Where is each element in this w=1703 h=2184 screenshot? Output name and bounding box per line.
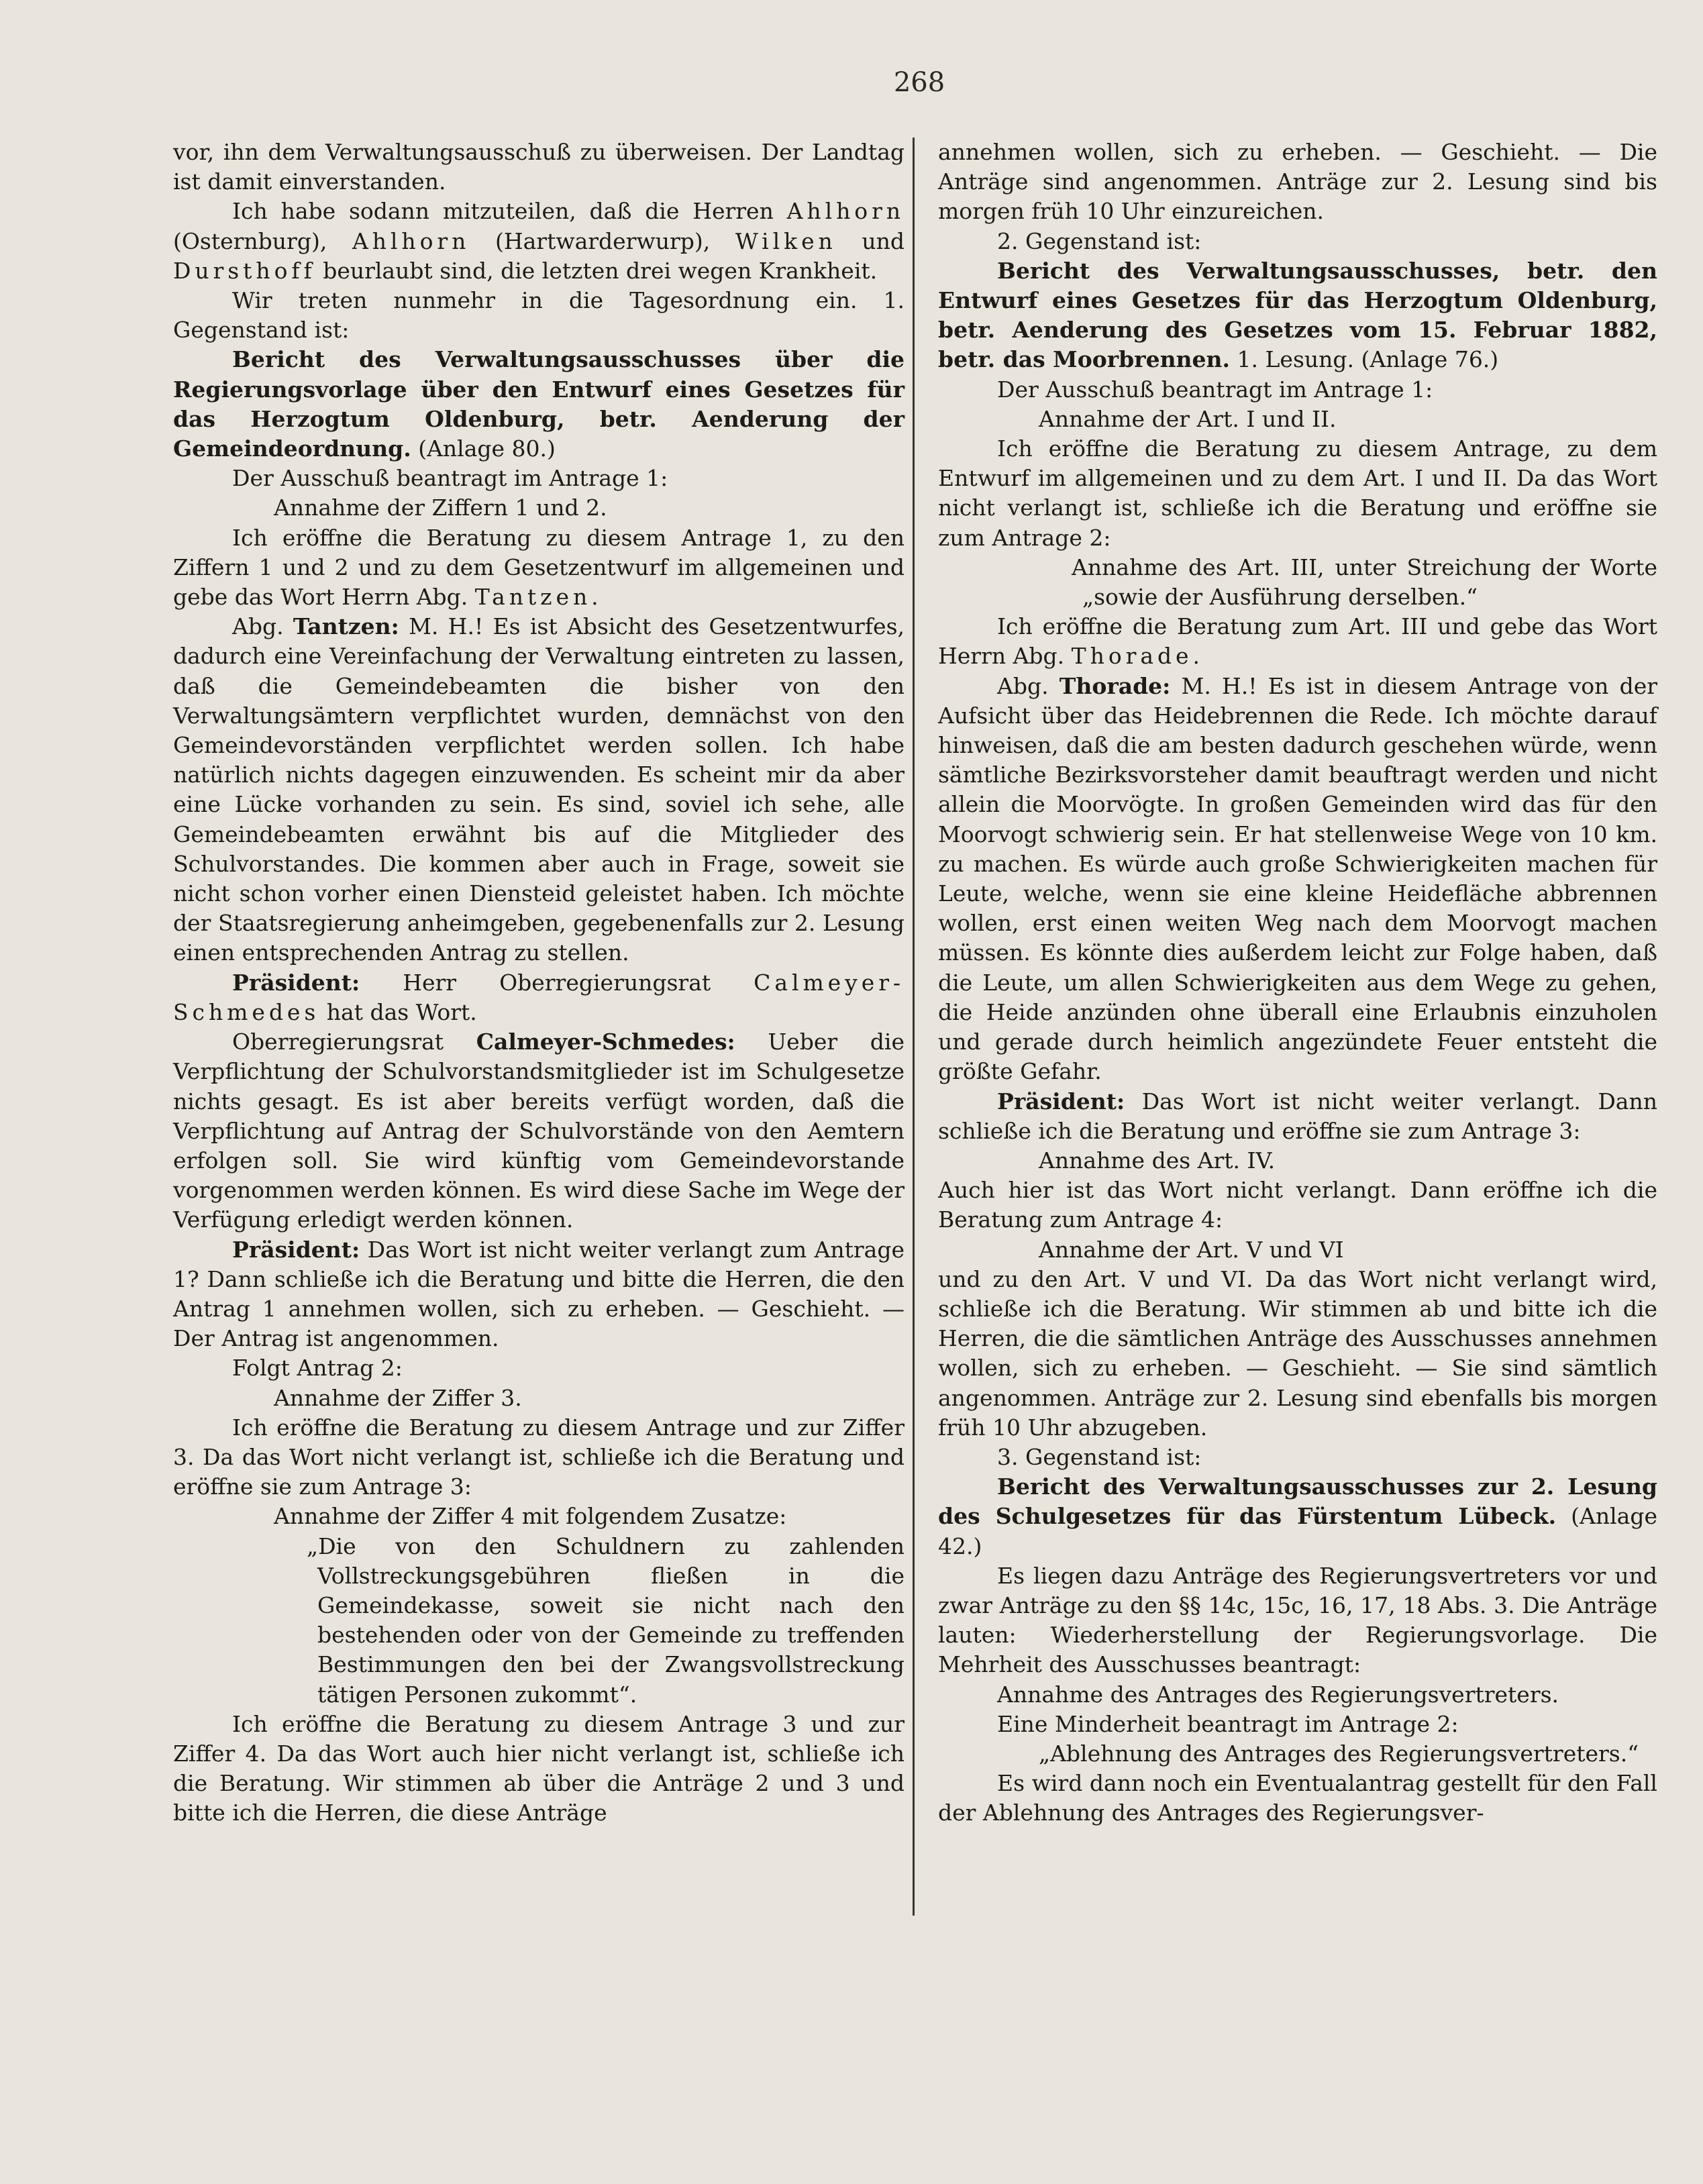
agenda-item xyxy=(938,256,1657,375)
speech xyxy=(173,1027,905,1235)
person-name: Ahlhorn xyxy=(352,227,470,254)
text: (Anlage 80.) xyxy=(411,435,556,462)
person-name: Thorade xyxy=(1071,643,1193,670)
quoted-amendment: „Die von den Schuldnern zu zahlenden Vollstreckungsgebühren fließen in die Gemeindekasse, soweit sie nicht nach den bestehenden oder von der Gemeinde zu treffenden Bestimmungen den bei der Zwangsvollstreckung tätigen Personen zukommt“. xyxy=(307,1532,905,1708)
motion-text: Annahme des Art. IV. xyxy=(1039,1147,1276,1174)
paragraph: Es liegen dazu Anträge des Regierungsvertreters vor und zwar Anträge zu den §§ 14c, 15c, 16, 17, 18 Abs. 3. Die Anträge lauten: Wiederherstellung der Regierungsvorlage. Die Mehrheit des Ausschusses beantragt: xyxy=(938,1562,1657,1678)
speech xyxy=(173,1235,905,1354)
speaker-name: Thorade: xyxy=(1059,672,1171,699)
paragraph: annehmen wollen, sich zu erheben. — Geschieht. — Die Anträge sind angenommen. Anträge zur 2. Lesung sind bis morgen früh 10 Uhr einzureichen. xyxy=(938,139,1657,225)
paragraph xyxy=(938,612,1657,671)
motion-text: Annahme der Art. V und VI xyxy=(1039,1236,1344,1263)
paragraph: Wir treten nunmehr in die Tagesordnung ein. 1. Gegenstand ist: xyxy=(173,287,905,344)
paragraph: Es wird dann noch ein Eventualantrag gestellt für den Fall der Ablehnung des Antrages des Regierungsver- xyxy=(938,1770,1657,1826)
text: . xyxy=(1192,643,1200,670)
motion-text: Annahme der Ziffer 3. xyxy=(274,1384,522,1411)
paragraph: Ich eröffne die Beratung zu diesem Antrage, zu dem Entwurf im allgemeinen und zu dem Art. I und II. Da das Wort nicht verlangt ist, schließe ich die Beratung und eröffne sie zum Antrage 2: xyxy=(938,435,1657,551)
motion-text: Annahme der Ziffern 1 und 2. xyxy=(274,495,607,521)
speech-text: Das Wort ist nicht weiter verlangt. Dann schließe ich die Beratung und eröffne sie zum Antrage 3: xyxy=(938,1088,1657,1144)
person-name: Calmeyer-Schmedes xyxy=(173,969,905,1025)
speech-text: Ueber die Verpflichtung der Schulvorstandsmitglieder ist im Schulgesetze nichts gesagt. Es ist aber bereits verfügt worden, daß die Verpflichtung auf Antrag der Schulvorstände von den Aemtern erfolgen soll. Sie wird künftig vom Gemeindevorstande vorgenommen werden können. Es wird diese Sache im Wege der Verfügung erledigt werden können. xyxy=(173,1029,905,1233)
speaker-name: Präsident: xyxy=(232,1236,360,1263)
agenda-title: Bericht des Verwaltungsausschusses, betr. den Entwurf eines Gesetzes für das Herzogtum Oldenburg, betr. Aenderung des Gesetzes vom 15. Februar 1882, betr. das Moorbrennen. xyxy=(938,257,1657,373)
text: Herr Oberregierungsrat xyxy=(360,969,754,996)
agenda-title: Bericht des Verwaltungsausschusses zur 2. Lesung des Schulgesetzes für das Fürstentum Lübeck. xyxy=(938,1473,1657,1530)
text: (Hartwarderwurp), xyxy=(470,227,735,254)
motion-text: „Ablehnung des Antrages des Regierungsvertreters.“ xyxy=(1039,1740,1639,1767)
column-divider xyxy=(913,138,915,1916)
person-name: Dursthoff xyxy=(173,257,316,284)
motion-text: Annahme der Art. I und II. xyxy=(1039,405,1337,432)
speaker-name: Präsident: xyxy=(997,1088,1125,1114)
paragraph: Der Ausschuß beantragt im Antrage 1: xyxy=(997,376,1433,403)
text: beurlaubt sind, die letzten drei wegen Krankheit. xyxy=(315,257,878,284)
text: Ich habe sodann mitzuteilen, daß die Herren xyxy=(232,198,787,225)
agenda-item xyxy=(173,345,905,464)
motion-text: Annahme des Art. III, unter Streichung der Worte „sowie der Ausführung derselben.“ xyxy=(1072,554,1657,611)
person-name: Wilken xyxy=(735,227,837,254)
paragraph: vor, ihn dem Verwaltungsausschuß zu überweisen. Der Landtag ist damit einverstanden. xyxy=(173,139,905,195)
paragraph xyxy=(173,197,905,286)
text: Ich eröffne die Beratung zu diesem Antrage 1, zu den Ziffern 1 und 2 und zu dem Gesetzentwurf im allgemeinen und gebe das Wort Herrn Abg. xyxy=(173,524,905,611)
speaker-name: Tantzen: xyxy=(293,613,399,640)
text: und xyxy=(836,227,905,254)
text: Oberregierungsrat xyxy=(232,1029,476,1055)
text: Abg. xyxy=(232,613,293,640)
text: hat das Wort. xyxy=(319,998,477,1025)
paragraph: Eine Minderheit beantragt im Antrage 2: xyxy=(997,1710,1459,1737)
right-column xyxy=(938,138,1657,1828)
page-number: 268 xyxy=(893,67,945,98)
speech xyxy=(173,612,905,968)
paragraph: und zu den Art. V und VI. Da das Wort nicht verlangt wird, schließe ich die Beratung. Wir stimmen ab und bitte ich die Herren, die die sämtlichen Anträge des Ausschusses annehmen wollen, sich zu erheben. — Geschieht. — Sie sind sämtlich angenommen. Anträge zur 2. Lesung sind ebenfalls bis morgen früh 10 Uhr abzugeben. xyxy=(938,1265,1657,1441)
text: Ich eröffne die Beratung zum Art. III und gebe das Wort Herrn Abg. xyxy=(938,613,1657,670)
text: . xyxy=(591,584,599,611)
person-name: Tantzen xyxy=(474,584,592,611)
speech-text: M. H.! Es ist Absicht des Gesetzentwurfes, dadurch eine Vereinfachung der Verwaltung eintreten zu lassen, daß die Gemeindebeamten die bisher von den Verwaltungsämtern verpflichtet wurden, demnächst von den Gemeindevorständen verpflichtet werden sollen. Ich habe natürlich nichts dagegen einzuwenden. Es scheint mir da aber eine Lücke vorhanden zu sein. Es sind, soviel ich sehe, alle Gemeindebeamten erwähnt bis auf die Mitglieder des Schulvorstandes. Die kommen aber auch in Frage, soweit sie nicht schon vorher einen Diensteid geleistet haben. Ich möchte der Staatsregierung anheimgeben, gegebenenfalls zur 2. Lesung einen entsprechenden Antrag zu stellen. xyxy=(173,613,905,966)
paragraph xyxy=(173,523,905,613)
paragraph: Der Ausschuß beantragt im Antrage 1: xyxy=(232,465,668,492)
speech-text: Das Wort ist nicht weiter verlangt zum Antrage 1? Dann schließe ich die Beratung und bitte die Herren, die den Antrag 1 annehmen wollen, sich zu erheben. — Geschieht. — Der Antrag ist angenommen. xyxy=(173,1236,905,1352)
speech-text: M. H.! Es ist in diesem Antrage von der Aufsicht über das Heidebrennen die Rede. Ich möchte darauf hinweisen, daß die am besten dadurch geschehen würde, wenn sämtliche Bezirksvorsteher damit beauftragt werden und nicht allein die Moorvögte. In großen Gemeinden wird das für den Moorvogt schwierig sein. Er hat stellenweise Wege von 10 km. zu machen. Es würde auch große Schwierigkeiten machen für Leute, welche, wenn sie eine kleine Heidefläche abbrennen wollen, erst einen weiten Weg nach dem Moorvogt machen müssen. Es könnte dies außerdem leicht zur Folge haben, daß die Leute, um allen Schwierigkeiten aus dem Wege zu gehen, die Heide anzünden ohne überall eine Erlaubnis einzuholen und gerade durch heimlich angezündete Feuer entsteht die größte Gefahr. xyxy=(938,672,1658,1085)
speech xyxy=(938,672,1657,1087)
left-column xyxy=(173,138,905,1828)
text: 1. Lesung. (Anlage 76.) xyxy=(1230,346,1499,373)
paragraph: Ich eröffne die Beratung zu diesem Antrage und zur Ziffer 3. Da das Wort nicht verlangt ist, schließe ich die Beratung und eröffne sie zum Antrage 3: xyxy=(173,1414,905,1500)
person-name: Ahlhorn xyxy=(786,198,905,225)
paragraph: 3. Gegenstand ist: xyxy=(997,1443,1202,1470)
motion-text: Annahme des Antrages des Regierungsvertreters. xyxy=(997,1681,1559,1708)
paragraph: Auch hier ist das Wort nicht verlangt. Dann eröffne ich die Beratung zum Antrage 4: xyxy=(938,1177,1657,1233)
paragraph: Folgt Antrag 2: xyxy=(232,1355,403,1382)
motion-text: Annahme der Ziffer 4 mit folgendem Zusatze: xyxy=(274,1503,787,1530)
text: (Anlage 42.) xyxy=(938,1503,1657,1559)
speech xyxy=(938,1087,1657,1146)
agenda-title: Bericht des Verwaltungsausschusses über die Regierungsvorlage über den Entwurf eines Gesetzes für das Herzogtum Oldenburg, betr. Aenderung der Gemeindeordnung. xyxy=(173,346,905,462)
paragraph: 2. Gegenstand ist: xyxy=(997,227,1202,254)
paragraph: Ich eröffne die Beratung zu diesem Antrage 3 und zur Ziffer 4. Da das Wort auch hier nicht verlangt ist, schließe ich die Beratung. Wir stimmen ab über die Anträge 2 und 3 und bitte ich die Herren, die diese Anträge xyxy=(173,1710,905,1826)
speaker-name: Calmeyer-Schmedes: xyxy=(476,1029,735,1055)
speech xyxy=(173,968,905,1027)
text: Abg. xyxy=(997,672,1060,699)
agenda-item xyxy=(938,1472,1657,1561)
speaker-name: Präsident: xyxy=(232,969,360,996)
text: (Osternburg), xyxy=(173,227,352,254)
